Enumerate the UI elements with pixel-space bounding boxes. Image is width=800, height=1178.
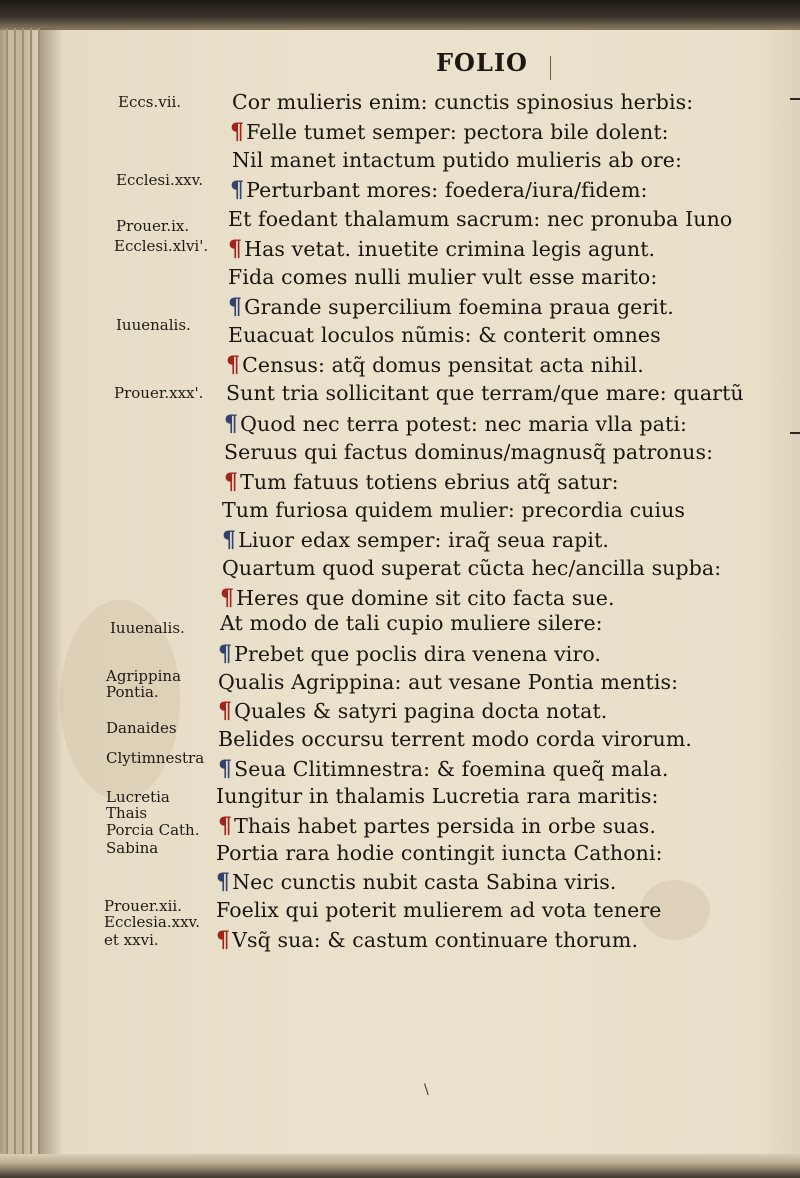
pilcrow-icon: ¶ xyxy=(220,585,235,611)
verse-text: Thais habet partes persida in orbe suas. xyxy=(234,814,656,838)
verse-line xyxy=(218,698,607,726)
pilcrow-icon: ¶ xyxy=(224,469,239,495)
verse-text: Census: atq̃ domus pensitat acta nihil. xyxy=(242,353,644,377)
margin-note: Iuuenalis. xyxy=(116,316,191,334)
margin-note: Danaides xyxy=(106,719,177,737)
verse-line xyxy=(224,411,687,439)
verse-line xyxy=(228,294,674,322)
verse-text: Has vetat. inuetite crimina legis agunt. xyxy=(244,237,656,261)
margin-note: Prouer.ix. xyxy=(116,217,190,235)
verse-line xyxy=(228,323,661,351)
verse-line xyxy=(216,869,617,897)
verse-text: At modo de tali cupio muliere silere: xyxy=(220,611,603,635)
verse-line xyxy=(218,756,669,784)
pilcrow-icon: ¶ xyxy=(222,527,237,553)
margin-note: et xxvi. xyxy=(104,931,159,949)
verse-line xyxy=(216,898,661,926)
margin-note: Eccs.vii. xyxy=(118,93,182,111)
pilcrow-icon: ¶ xyxy=(230,177,245,203)
verse-text: Grande supercilium foemina praua gerit. xyxy=(244,295,674,319)
verse-text: Quartum quod superat cũcta hec/ancilla supba: xyxy=(222,556,722,580)
verse-text: Liuor edax semper: iraq̃ seua rapit. xyxy=(238,528,610,552)
verse-text: Belides occursu terrent modo corda virorum. xyxy=(218,727,692,751)
verse-line xyxy=(226,381,744,409)
gutter-shadow xyxy=(40,28,64,1158)
margin-note: Thais xyxy=(106,804,148,822)
verse-text: Foelix qui poterit mulierem ad vota tenere xyxy=(216,898,662,922)
pilcrow-icon: ¶ xyxy=(228,236,243,262)
verse-line xyxy=(224,440,713,468)
verse-text: Iungitur in thalamis Lucretia rara maritis: xyxy=(216,784,659,808)
verse-text: Heres que domine sit cito facta sue. xyxy=(236,586,615,610)
verse-line xyxy=(218,670,678,698)
verse-line xyxy=(230,177,648,205)
edge-tick xyxy=(790,98,800,100)
page-stack-line xyxy=(30,28,32,1158)
page-stack-line xyxy=(6,28,8,1158)
page-stack-line xyxy=(22,28,24,1158)
margin-note: Ecclesia.xxv. xyxy=(104,913,201,931)
verse-text: Prebet que poclis dira venena viro. xyxy=(234,642,602,666)
bottom-mark: \ xyxy=(424,1082,429,1098)
verse-line xyxy=(222,527,609,555)
pilcrow-icon: ¶ xyxy=(228,294,243,320)
verse-line xyxy=(218,727,692,755)
verse-text: Euacuat loculos nũmis: & conterit omnes xyxy=(228,323,661,347)
book-bottom-edge xyxy=(0,1154,800,1178)
verse-text: Seua Clitimnestra: & foemina queq̃ mala. xyxy=(234,757,669,781)
margin-note: Agrippina xyxy=(106,667,182,685)
verse-line xyxy=(232,148,682,176)
page-header: FOLIO xyxy=(436,48,528,77)
verse-text: Tum furiosa quidem mulier: precordia cuius xyxy=(222,498,686,522)
pilcrow-icon: ¶ xyxy=(216,927,231,953)
verse-text: Quales & satyri pagina docta notat. xyxy=(234,699,608,723)
pilcrow-icon: ¶ xyxy=(216,869,231,895)
verse-line xyxy=(230,119,669,147)
verse-line xyxy=(218,813,656,841)
margin-note: Clytimnestra xyxy=(106,749,205,767)
pilcrow-icon: ¶ xyxy=(224,411,239,437)
verse-text: Cor mulieris enim: cunctis spinosius herbis: xyxy=(232,90,694,114)
pilcrow-icon: ¶ xyxy=(218,698,233,724)
verse-text: Felle tumet semper: pectora bile dolent: xyxy=(246,120,669,144)
verse-text: Sunt tria sollicitant que terram/que mare: quartũ xyxy=(226,381,744,405)
header-rule-mark xyxy=(550,56,551,80)
margin-note: Ecclesi.xlvi'. xyxy=(114,237,209,255)
verse-line xyxy=(216,927,638,955)
verse-line xyxy=(226,352,644,380)
verse-text: Perturbant mores: foedera/iura/fidem: xyxy=(246,178,648,202)
pilcrow-icon: ¶ xyxy=(230,119,245,145)
verse-text: Nil manet intactum putido mulieris ab ore: xyxy=(232,148,683,172)
verse-text: Et foedant thalamum sacrum: nec pronuba Iuno xyxy=(228,207,733,231)
margin-note: Ecclesi.xxv. xyxy=(116,171,204,189)
verse-text: Nec cunctis nubit casta Sabina viris. xyxy=(232,870,617,894)
verse-line xyxy=(232,90,693,118)
verse-text: Tum fatuus totiens ebrius atq̃ satur: xyxy=(240,470,619,494)
margin-note: Porcia Cath. xyxy=(106,821,200,839)
verse-text: Fida comes nulli mulier vult esse marito: xyxy=(228,265,658,289)
margin-note: Prouer.xxx'. xyxy=(114,384,204,402)
verse-line xyxy=(222,498,685,526)
margin-note: Prouer.xii. xyxy=(104,897,182,915)
verse-line xyxy=(220,585,615,613)
verse-line xyxy=(228,236,655,264)
book-top-edge xyxy=(0,0,800,30)
edge-tick xyxy=(790,432,800,434)
margin-note: Iuuenalis. xyxy=(110,619,185,637)
margin-note: Sabina xyxy=(106,839,159,857)
page-stack-line xyxy=(14,28,16,1158)
margin-note: Pontia. xyxy=(106,683,159,701)
verse-line xyxy=(228,265,657,293)
verse-line xyxy=(218,641,601,669)
verse-text: Portia rara hodie contingit iuncta Cathoni: xyxy=(216,841,663,865)
verse-text: Quod nec terra potest: nec maria vlla pati: xyxy=(240,412,688,436)
margin-note: Lucretia xyxy=(106,788,170,806)
verse-text: Qualis Agrippina: aut vesane Pontia mentis: xyxy=(218,670,679,694)
pilcrow-icon: ¶ xyxy=(218,813,233,839)
verse-line xyxy=(228,207,732,235)
verse-line xyxy=(216,841,663,869)
verse-text: Vsq̃ sua: & castum continuare thorum. xyxy=(232,928,639,952)
verse-line xyxy=(222,556,721,584)
verse-line xyxy=(220,611,603,639)
pilcrow-icon: ¶ xyxy=(226,352,241,378)
verse-line xyxy=(216,784,659,812)
verse-line xyxy=(224,469,619,497)
pilcrow-icon: ¶ xyxy=(218,641,233,667)
verse-text: Seruus qui factus dominus/magnusq̃ patronus: xyxy=(224,440,714,464)
pilcrow-icon: ¶ xyxy=(218,756,233,782)
